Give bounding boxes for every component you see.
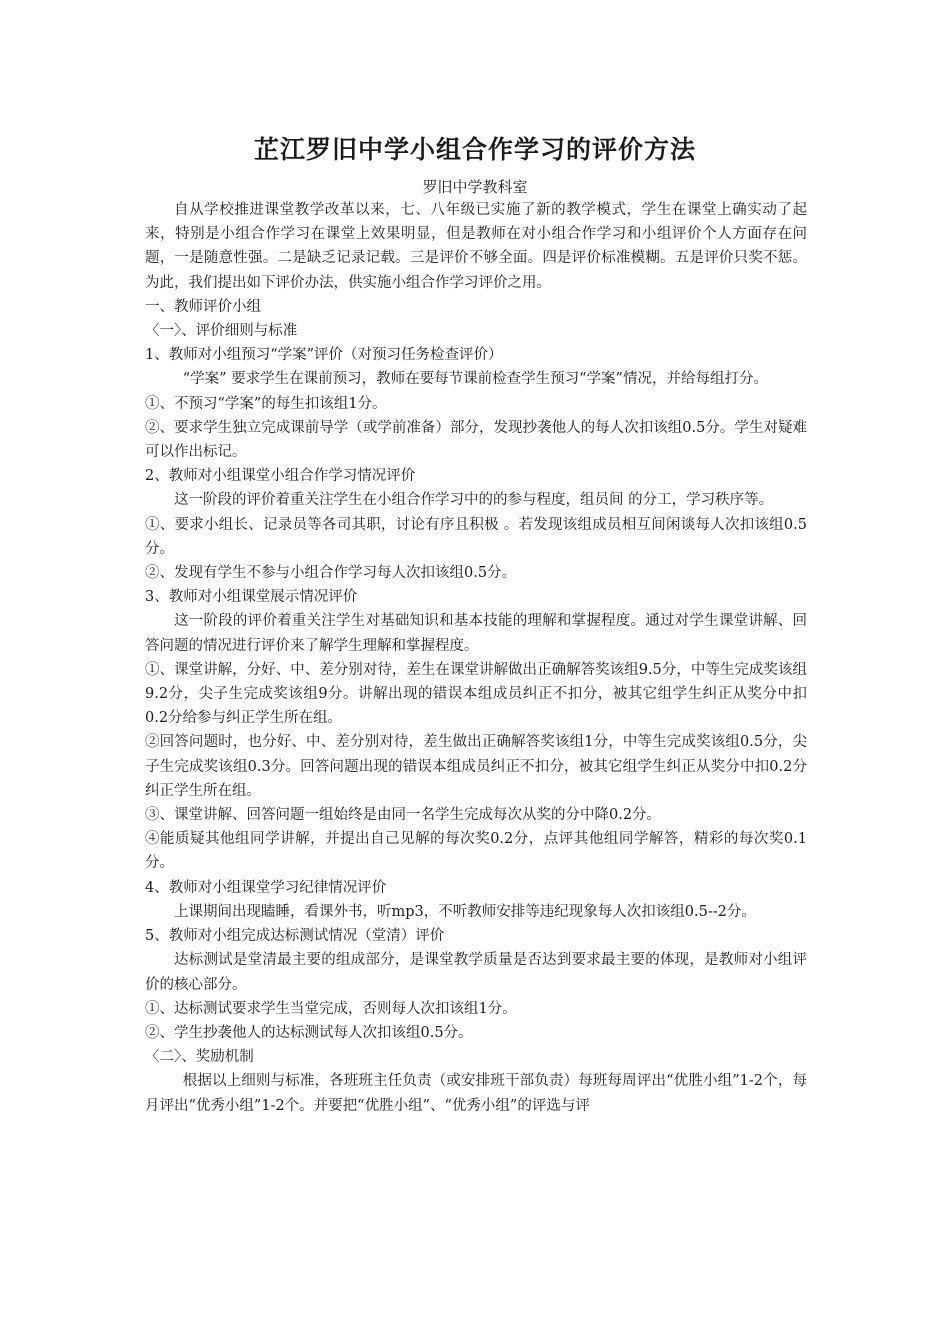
section-line: ①、不预习“学案”的每生扣该组1分。 xyxy=(145,395,387,412)
section-line: 4、教师对小组课堂学习纪律情况评价 xyxy=(145,879,387,896)
section-line: 5、教师对小组完成达标测试情况（堂清）评价 xyxy=(145,928,445,945)
body-paragraph: 这一阶段的评价着重关注学生在小组合作学习中的的参与程度，组员间 的分工，学习秩序等。 xyxy=(174,492,774,509)
section-line: ②回答问题时，也分好、中、差分别对待，差生做出正确解答奖该组1分，中等生完成奖该组0.5分，尖子生完成奖该组0.3分。回答问题出现的错误本组成员纠正不扣分，被其它组学生纠正从奖分中扣0.2分纠正学生所在组。 xyxy=(145,734,807,799)
section-line: 2、教师对小组课堂小组合作学习情况评价 xyxy=(145,468,416,485)
section-line: 1、教师对小组预习“学案”评价（对预习任务检查评价） xyxy=(145,347,503,364)
section-line: ②、发现有学生不参与小组合作学习每人次扣该组0.5分。 xyxy=(145,565,517,582)
body-paragraph: 根据以上细则与标准，各班班主任负责（或安排班干部负责）每班每周评出“优胜小组”1-2个，每月评出“优秀小组”1-2个。并要把“优胜小组”、“优秀小组”的评选与评 xyxy=(145,1073,807,1114)
section-line: ③、课堂讲解、回答问题一组始终是由同一名学生完成每次从奖的分中降0.2分。 xyxy=(145,807,662,824)
section-line: ①、达标测试要求学生当堂完成，否则每人次扣该组1分。 xyxy=(145,1000,517,1017)
section-line: 〈二〉、奖励机制 xyxy=(145,1049,254,1066)
body-paragraph: 上课期间出现瞌睡，看课外书，听mp3，不听教师安排等违纪现象每人次扣该组0.5--2分。 xyxy=(174,903,756,920)
document-title: 芷江罗旧中学小组合作学习的评价方法 xyxy=(253,135,696,164)
section-line: ②、学生抄袭他人的达标测试每人次扣该组0.5分。 xyxy=(145,1024,473,1041)
body-paragraph: 自从学校推进课堂教学改革以来，七、八年级已实施了新的教学模式，学生在课堂上确实动了起来，特别是小组合作学习在课堂上效果明显，但是教师在对小组合作学习和小组评价个人方面存在问题，一是随意性强。二是缺乏记录记载。三是评价不够全面。四是评价标准模糊。五是评价只奖不惩。为此，我们提出如下评价办法，供实施小组合作学习评价之用。 xyxy=(145,202,807,291)
section-line: 〈一〉、评价细则与标准 xyxy=(145,323,298,340)
document-subtitle: 罗旧中学教科室 xyxy=(422,178,528,196)
document-body xyxy=(145,198,807,1118)
section-line: ②、要求学生独立完成课前导学（或学前准备）部分，发现抄袭他人的每人次扣该组0.5分。学生对疑难可以作出标记。 xyxy=(145,419,807,461)
section-line: 3、教师对小组课堂展示情况评价 xyxy=(145,589,358,606)
section-line: ①、要求小组长、记录员等各司其职，讨论有序且积极 。若发现该组成员相互间闲谈每人次扣该组0.5分。 xyxy=(145,516,807,557)
section-line: 一、教师评价小组 xyxy=(145,298,261,315)
body-paragraph: 这一阶段的评价着重关注学生对基础知识和基本技能的理解和掌握程度。通过对学生课堂讲解、回答问题的情况进行评价来了解学生理解和掌握程度。 xyxy=(145,613,807,654)
section-line: ①、课堂讲解，分好、中、差分别对待，差生在课堂讲解做出正确解答奖该组9.5分，中等生完成奖该组9.2分，尖子生完成奖该组9分。讲解出现的错误本组成员纠正不扣分，被其它组学生纠正从奖分中扣0.2分给参与纠正学生所在组。 xyxy=(145,661,807,727)
body-paragraph: 达标测试是堂清最主要的组成部分，是课堂教学质量是否达到要求最主要的体现，是教师对小组评价的核心部分。 xyxy=(145,952,807,993)
section-line: ④能质疑其他组同学讲解，并提出自己见解的每次奖0.2分，点评其他组同学解答，精彩的每次奖0.1分。 xyxy=(145,831,807,872)
body-paragraph: “学案” 要求学生在课前预习，教师在要每节课前检查学生预习“学案”情况，并给每组打分。 xyxy=(182,371,768,388)
